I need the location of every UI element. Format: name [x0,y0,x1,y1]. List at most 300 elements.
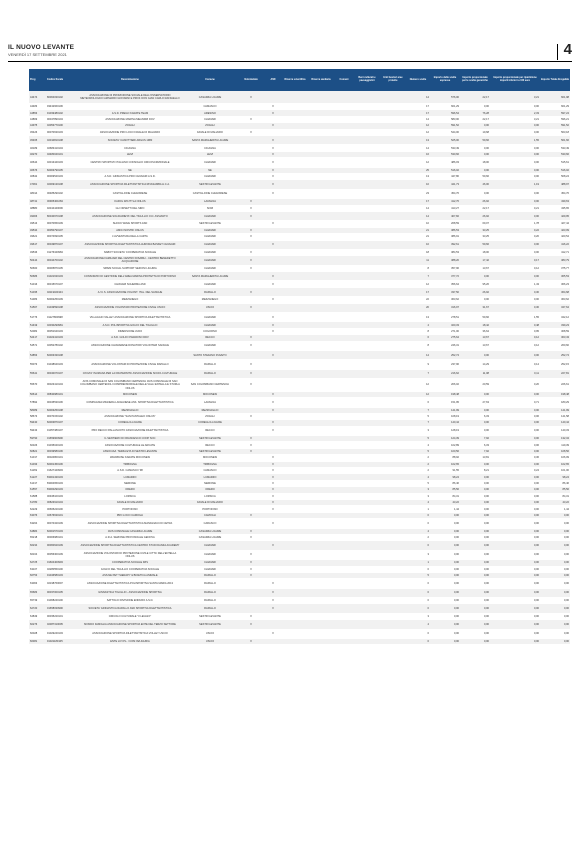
cell-importo-ripartizione: 0,00 [490,604,540,613]
cell-importo-totale: 365,53 [540,272,570,281]
cell-numero-scelte: 21 [406,227,430,233]
cell-fiscal-code: 02198760697 [46,579,78,588]
cell-prog: 59790 [29,436,46,442]
cell-importo-ripartizione: 0,12 [490,265,540,271]
cell-prog: 45426 [29,129,46,135]
cell-importo-totale: 561,66 [540,136,570,145]
cell-name: LUMARZO [78,474,182,480]
cell-comune: CHIAVARI [182,234,238,240]
cell-importo-generiche: 0,00 [460,420,490,426]
cell-name: ASSOCIAZIONE MARINA MEANDRI DOV [78,116,182,122]
cell-name: MONDO FAMIGLIA ASSOCIAZIONE SPORTIVA ENTE DEL TERZO SETTORE [78,620,182,629]
cell-ricerca-sanitaria [308,287,334,296]
cell-name: MOCONESI [78,391,182,397]
cell-importo-generiche: 22,17 [460,116,490,122]
cell-numero-scelte: 5 [406,413,430,419]
cell-comune: RAPALLO [182,604,238,613]
cell-importo-ripartizione: 0,00 [490,480,540,486]
cell-ricerca-sanitaria [308,180,334,189]
cell-beni-culturali [354,629,380,638]
cell-importo-totale: 180,29 [540,398,570,407]
cell-comune: CASARZA LIGURE [182,534,238,540]
cell-comune: CHIAVARI [182,541,238,550]
column-header: Enti Gestori aree protette [380,69,406,91]
cell-importo-totale: 101,00 [540,468,570,474]
cell-volontariato: X [238,566,264,572]
table-row [29,620,570,629]
cell-importo-ripartizione: 0,12 [490,341,540,350]
cell-fiscal-code: 82003250108 [46,407,78,413]
cell-beni-culturali [354,256,380,265]
cell-comuni [334,136,354,145]
cell-prog: 44975 [29,123,46,129]
cell-comune: CHIAVARI [182,116,238,122]
cell-prog: 48014 [29,189,46,198]
cell-name: ASSOCIAZIONE "SAN PANTALEO ONLUS" [78,413,182,419]
cell-ricerca-scientifica [282,158,308,167]
cell-importo-totale: 435,65 [540,205,570,211]
cell-importo-scelte: 591,52 [430,123,460,129]
cell-importo-generiche: 0,00 [460,272,490,281]
cell-comune: CAMASCO [182,104,238,110]
cell-fiscal-code: 91068240100 [46,598,78,604]
cell-importo-ripartizione: 0,22 [490,227,540,233]
cell-volontariato [238,272,264,281]
cell-importo-scelte: 198,48 [430,391,460,397]
cell-volontariato: X [238,91,264,104]
cell-asd: X [264,313,282,322]
cell-fiscal-code: 90045530106 [46,398,78,407]
cell-importo-scelte: 356,64 [430,281,460,287]
cell-numero-scelte: 14 [406,205,430,211]
cell-importo-scelte: 128,19 [430,426,460,435]
cell-numero-scelte: 20 [406,303,430,312]
cell-importo-scelte: 357,96 [430,265,460,271]
cell-volontariato [238,136,264,145]
cell-numero-scelte: 17 [406,287,430,296]
cell-comune: SORI [182,205,238,211]
cell-prog: 61317 [29,480,46,486]
cell-importo-scelte: 0,00 [430,528,460,534]
cell-ricerca-scientifica [282,313,308,322]
cell-prog: 63264 [29,519,46,528]
cell-name: REZZOAGLIO [78,407,182,413]
cell-prog: 65739 [29,598,46,604]
cell-comune: SANTA MARGHERITA LIGURE [182,272,238,281]
cell-importo-ripartizione: 0,00 [490,420,540,426]
cell-fiscal-code: 01276340984 [46,249,78,255]
cell-importo-generiche: 0,00 [460,560,490,566]
cell-beni-culturali [354,240,380,249]
cell-importo-totale: 591,52 [540,123,570,129]
cell-prog: 64849 [29,613,46,619]
cell-ricerca-scientifica [282,240,308,249]
cell-enti-gestori [380,240,406,249]
cell-name: A.S.D. GOLFO PARADISO DDV [78,335,182,341]
cell-fiscal-code: 90040070107 [46,369,78,378]
cell-beni-culturali [354,180,380,189]
cell-importo-totale: 601,29 [540,104,570,110]
cell-name: ENTE LIVI PL. / COM IN/LIGURIA [78,639,182,645]
cell-ricerca-scientifica [282,604,308,613]
contributions-table [29,69,570,645]
cell-fiscal-code: 90070630103 [46,129,78,135]
cell-importo-scelte: 0,00 [430,604,460,613]
cell-importo-totale: 0,00 [540,560,570,566]
cell-comune: LEIVI [182,151,238,157]
table-row [29,604,570,613]
cell-importo-generiche: 0,00 [460,550,490,559]
cell-numero-scelte: 7 [406,272,430,281]
cell-prog: 66028 [29,629,46,638]
cell-enti-gestori [380,272,406,281]
cell-volontariato: X [238,413,264,419]
cell-importo-scelte: 0,00 [430,550,460,559]
cell-prog: 50660 [29,265,46,271]
cell-ricerca-sanitaria [308,211,334,220]
cell-numero-scelte: 0 [406,629,430,638]
table-row [29,350,570,359]
cell-importo-scelte: 454,76 [430,189,460,198]
cell-name: CHIAVARI SCHERMA ASD [78,281,182,287]
cell-importo-ripartizione: 1,19 [490,180,540,189]
cell-importo-ripartizione: 0,00 [490,350,540,359]
cell-importo-ripartizione: 0,00 [490,506,540,512]
cell-volontariato: X [238,199,264,205]
cell-importo-scelte: 102,89 [430,442,460,448]
cell-fiscal-code: 90047890104 [46,116,78,122]
cell-prog: 66164 [29,550,46,559]
cell-volontariato: X [238,448,264,454]
cell-name: IL SENTIERO DI FRANCESCO COOP SOC [78,436,182,442]
cell-asd: X [264,426,282,435]
cell-comune: RECCO [182,335,238,341]
cell-fiscal-code: 90005870105 [46,265,78,271]
column-header: Importo proporzionale per ripartizione importi inferiori a 100 euro [490,69,540,91]
cell-importo-scelte: 141,99 [430,407,460,413]
cell-comune: LUMARZO [182,474,238,480]
cell-importo-scelte: 386,53 [430,227,460,233]
cell-fiscal-code: 01127800998 [46,313,78,322]
cell-importo-generiche: 0,00 [460,426,490,435]
table-row [29,136,570,145]
cell-prog: 46842 [29,174,46,180]
cell-volontariato: X [238,360,264,369]
cell-fiscal-code: 90056300109 [46,550,78,559]
cell-importo-scelte: 576,00 [430,91,460,104]
cell-comuni [334,256,354,265]
cell-importo-totale: 0,00 [540,541,570,550]
cell-prog: 63076 [29,512,46,518]
cell-importo-scelte: 0,00 [430,519,460,528]
cell-numero-scelte: 5 [406,480,430,486]
cell-numero-scelte: 0 [406,519,430,528]
column-header: Denominazione [78,69,182,91]
cell-volontariato: X [238,442,264,448]
cell-importo-generiche: 0,00 [460,639,490,645]
cell-volontariato: X [238,116,264,122]
column-header: Ricerca scientifica [282,69,308,91]
cell-importo-totale: 427,44 [540,221,570,227]
cell-numero-scelte: 2 [406,468,430,474]
cell-prog: 65683 [29,588,46,597]
table-header-row [29,69,570,91]
cell-prog: 52082 [29,328,46,334]
cell-importo-ripartizione: 1,78 [490,221,540,227]
cell-name: ASSOCIAZIONE CHIAVARESE DONATORI VOLONTARI SANGUE [78,341,182,350]
cell-prog: 66753 [29,572,46,578]
cell-asd: X [264,407,282,413]
cell-ricerca-sanitaria [308,360,334,369]
cell-asd [264,639,282,645]
cell-comuni [334,639,354,645]
cell-enti-gestori [380,588,406,597]
cell-numero-scelte: 3 [406,487,430,493]
cell-importo-totale: 530,66 [540,151,570,157]
cell-fiscal-code: 02683410104 [46,145,78,151]
cell-comune: SESTRI LEVANTE [182,448,238,454]
cell-asd: X [264,180,282,189]
cell-importo-totale: 119,39 [540,442,570,448]
cell-enti-gestori [380,379,406,392]
cell-name: ASSOCIAZIONE VOLONTARI DI PROTEZIONE CIVILE CITTA' DELL'ENTELLA ONLUS [78,550,182,559]
cell-numero-scelte: 2 [406,455,430,461]
cell-importo-scelte: 486,03 [430,158,460,167]
cell-volontariato [238,541,264,550]
cell-fiscal-code: 91039480102 [46,110,78,116]
cell-name: CENTRO SPORTIVO ITALIANO CONSIGLIO CIRCOSCRIZIONALE [78,158,182,167]
cell-prog: 45465 [29,136,46,145]
cell-ricerca-sanitaria [308,620,334,629]
cell-prog: 58673 [29,413,46,419]
cell-prog: 44483 [29,104,46,110]
cell-fiscal-code: 82002250109 [46,297,78,303]
cell-enti-gestori [380,256,406,265]
cell-ricerca-sanitaria [308,519,334,528]
cell-importo-ripartizione: 0,00 [490,550,540,559]
page-number-divider [557,44,558,60]
cell-name: PRO RECCO PALLANUOTO ASSOCIAZIONE DILETTANTISTICA [78,426,182,435]
cell-enti-gestori [380,303,406,312]
cell-importo-generiche: 0,00 [460,598,490,604]
table-row [29,550,570,559]
cell-asd: X [264,328,282,334]
cell-prog: 65218 [29,534,46,540]
cell-importo-ripartizione: 0,48 [490,322,540,328]
cell-ricerca-sanitaria [308,398,334,407]
cell-fiscal-code: 00665220100 [46,506,78,512]
cell-prog: 46676 [29,167,46,173]
cell-numero-scelte: 16 [406,151,430,157]
cell-importo-scelte: 0,00 [430,579,460,588]
cell-volontariato: X [238,512,264,518]
cell-importo-totale: 0,00 [540,579,570,588]
cell-beni-culturali [354,350,380,359]
cell-beni-culturali [354,287,380,296]
cell-numero-scelte: 12 [406,123,430,129]
cell-prog: 51035 [29,287,46,296]
cell-numero-scelte: 4 [406,474,430,480]
cell-comune: COGORNO [182,328,238,334]
cell-numero-scelte: 10 [406,240,430,249]
cell-prog: 50686 [29,272,46,281]
cell-fiscal-code: 02013440103 [46,158,78,167]
cell-comune: CHIAVARI [182,341,238,350]
cell-ricerca-sanitaria [308,350,334,359]
cell-importo-scelte: 237,96 [430,360,460,369]
cell-name: NEIRONE [78,480,182,486]
cell-beni-culturali [354,158,380,167]
cell-importo-ripartizione: 0,00 [490,541,540,550]
cell-importo-scelte: 124,39 [430,436,460,442]
cell-importo-generiche: 0,00 [460,123,490,129]
cell-fiscal-code: 01658030990 [46,604,78,613]
table-row [29,426,570,435]
cell-name: A.S.D. POLISPORTIVA GOLFO DEL TIGULLIO [78,322,182,328]
cell-fiscal-code: 91057380107 [46,426,78,435]
cell-comune: SANTO STEFANO D'AVETO [182,350,238,359]
cell-importo-totale: 260,60 [540,341,570,350]
cell-importo-scelte: 275,64 [430,335,460,341]
cell-name: LORSICA [78,493,182,499]
cell-comune: RAPALLO [182,287,238,296]
cell-importo-ripartizione: 0,00 [490,240,540,249]
cell-fiscal-code: 83004650103 [46,480,78,486]
cell-importo-scelte: 388,20 [430,256,460,265]
cell-fiscal-code: 90070150102 [46,413,78,419]
cell-importo-generiche: 0,00 [460,541,490,550]
cell-importo-totale: 429,95 [540,211,570,220]
cell-name: SOCIETA' CANOTTIERI ARGUS 1980 [78,136,182,145]
cell-fiscal-code: 90049870107 [46,240,78,249]
cell-numero-scelte: 5 [406,448,430,454]
cell-enti-gestori [380,541,406,550]
cell-fiscal-code: 01659900990 [46,436,78,442]
cell-prog: 44869 [29,116,46,122]
cell-importo-generiche: 0,00 [460,500,490,506]
cell-name [78,350,182,359]
cell-importo-totale: 0,00 [540,572,570,578]
cell-numero-scelte: 0 [406,604,430,613]
cell-comuni [334,629,354,638]
cell-prog: 61169 [29,468,46,474]
cell-ricerca-sanitaria [308,158,334,167]
cell-comune: RAPALLO [182,588,238,597]
cell-numero-scelte: 18 [406,249,430,255]
cell-importo-generiche: 0,00 [460,474,490,480]
cell-importo-generiche: 0,00 [460,104,490,110]
cell-ricerca-sanitaria [308,550,334,559]
cell-importo-generiche: 11,08 [460,369,490,378]
cell-comune: CHIAVARI [182,566,238,572]
cell-numero-scelte: 13 [406,313,430,322]
cell-comuni [334,541,354,550]
cell-importo-scelte: 441,73 [430,180,460,189]
cell-importo-ripartizione: 0,20 [490,234,540,240]
cell-importo-ripartizione: 0,30 [490,303,540,312]
cell-importo-ripartizione: 0,95 [490,328,540,334]
cell-numero-scelte: 2 [406,461,430,467]
cell-numero-scelte: 7 [406,369,430,378]
cell-beni-culturali [354,303,380,312]
cell-prog: 49513 [29,221,46,227]
cell-name: PORTOFINO [78,506,182,512]
cell-ricerca-scientifica [282,639,308,645]
cell-importo-ripartizione: 0,30 [490,287,540,296]
cell-importo-scelte: 316,97 [430,303,460,312]
cell-prog: 66381 [29,639,46,645]
cell-comuni [334,379,354,392]
cell-asd: X [264,136,282,145]
cell-importo-ripartizione: 0,36 [490,455,540,461]
cell-name: COMPAGNIA MIGNERA LAVAGNESE ASS. SPORTIVA DILETTANTISTICA [78,398,182,407]
cell-beni-culturali [354,426,380,435]
cell-comune: CHIAVARI [182,211,238,220]
cell-comuni [334,158,354,167]
cell-importo-totale: 132,34 [540,436,570,442]
column-header: Prog [29,69,46,91]
cell-comune: CHIAVARI [182,550,238,559]
cell-name: SOCIETA' GINNASTICA RAPALLO ASD SPORTIVA DILETTANTISTICA [78,604,182,613]
cell-name: ASSOCIAZIONE SPORTIVA DILETTANTISTICA CENTRO STUDI DANZA ACADEMY [78,541,182,550]
cell-numero-scelte: 0 [406,588,430,597]
cell-importo-totale: 0,00 [540,519,570,528]
cell-volontariato: X [238,436,264,442]
cell-comune: CHIAVARI [182,265,238,271]
cell-importo-ripartizione: 0,00 [490,123,540,129]
table-row [29,180,570,189]
cell-importo-generiche: 76,28 [460,110,490,116]
cell-importo-generiche: 19,68 [460,129,490,135]
cell-fiscal-code: 90074320109 [46,519,78,528]
cell-name: A.V.I.S. ASSOCIAZIONE VOLONT. ITAL. DEL SANGUE [78,287,182,296]
cell-comune: MEZZANEGO [182,297,238,303]
cell-importo-totale: 303,43 [540,335,570,341]
cell-comune: SANTA MARGHERITA LIGURE [182,136,238,145]
cell-volontariato: X [238,379,264,392]
cell-comune: CHIAVARI [182,322,238,328]
cell-ricerca-sanitaria [308,313,334,322]
cell-asd [264,91,282,104]
cell-prog: 54853 [29,350,46,359]
cell-beni-culturali [354,379,380,392]
cell-fiscal-code: 90044700102 [46,256,78,265]
cell-prog: 60276 [29,620,46,629]
cell-numero-scelte: 0 [406,541,430,550]
cell-name: FAVALE DI MALVARO [78,500,182,506]
cell-importo-generiche: 0,00 [460,604,490,613]
cell-importo-generiche: 13,67 [460,335,490,341]
cell-importo-generiche: 13,67 [460,341,490,350]
cell-comune: RAPALLO [182,598,238,604]
cell-ricerca-sanitaria [308,369,334,378]
cell-fiscal-code: 91035040103 [46,442,78,448]
cell-ricerca-sanitaria [308,303,334,312]
cell-importo-ripartizione: 2,33 [490,110,540,116]
cell-asd: X [264,123,282,129]
cell-prog: 51383 [29,297,46,303]
cell-importo-ripartizione: 0,11 [490,369,540,378]
cell-comune: USCIO [182,303,238,312]
cell-numero-scelte: 17 [406,104,430,110]
cell-fiscal-code: 01627440993 [46,468,78,474]
cell-volontariato: X [238,572,264,578]
cell-asd: X [264,493,282,499]
cell-volontariato [238,579,264,588]
cell-ricerca-scientifica [282,426,308,435]
cell-importo-ripartizione: 0,06 [490,413,540,419]
cell-beni-culturali [354,604,380,613]
